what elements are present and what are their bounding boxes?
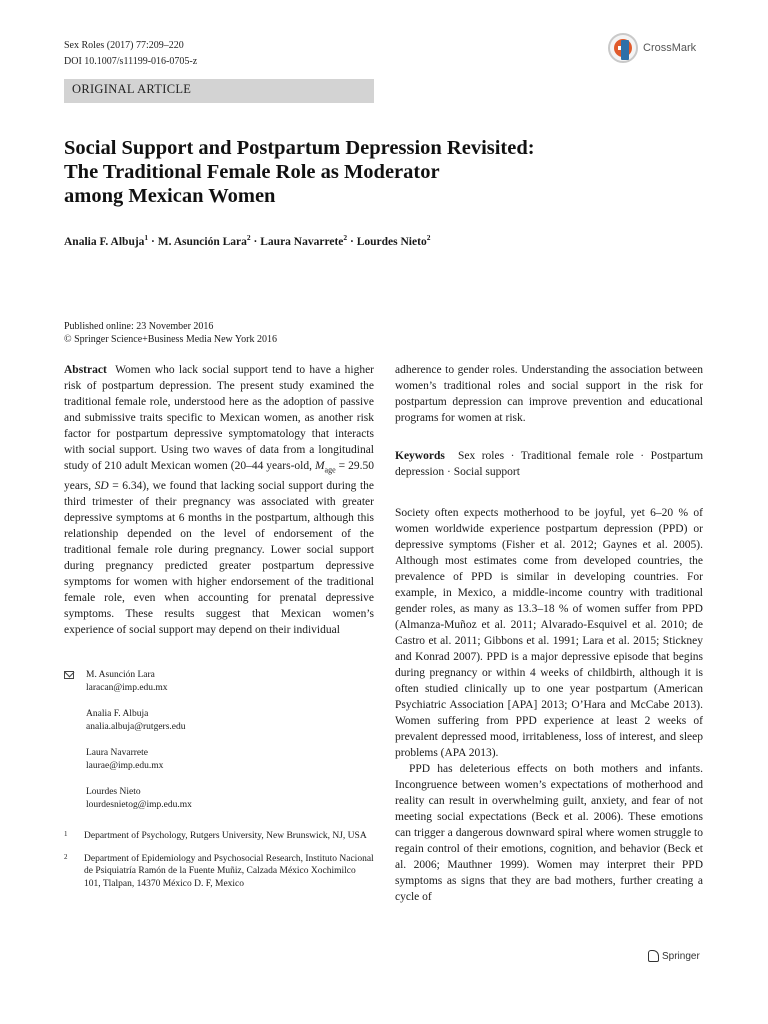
author-affiliation-ref: 1 <box>144 233 149 242</box>
keywords-text: Sex roles · Traditional female role · Postpartum depression · Social support <box>395 450 704 478</box>
crossmark-label: CrossMark <box>643 42 697 54</box>
author-affiliation-ref: 2 <box>246 233 251 242</box>
body-paragraph: Society often expects motherhood to be joyful, yet 6–20 % of women worldwide experience postpartum depression (PPD) or depressive symptoms (Fisher et al. 2012; Gaynes et al. 2005). Although most estimates come from developed countries, the prevalence of PPD is similar in developing countries. For example, in Mexico, a middle-income country with traditional gender roles, as many as 13.3–18 % of women suffer from PPD (Almanza-Muñoz et al. 2011; Alvarado-Esquivel et al. 2010; de Castro et al. 2011; Gibbons et al. 1991; Lara et al. 2015; Stickney and Konrad 2007). PPD is a major depressive episode that begins during pregnancy or within 4 weeks of childbirth, although it is often studied clinically up to one year postpartum (American Psychiatric Association [APA] 2013; O’Hara and McCabe 2013). Women suffering from PPD experience at least 2 weeks of prevalent depressed mood, irritableness, loss of interest, and sleep problems (APA 2013). <box>395 507 703 759</box>
contact-entry <box>64 747 374 773</box>
abstract-column <box>64 362 374 638</box>
abstract-text: = 29.50 years, <box>64 460 374 493</box>
author-name[interactable]: M. Asunción Lara <box>157 235 247 248</box>
author-separator: · <box>250 235 261 248</box>
affiliation-number: 2 <box>64 852 68 861</box>
affiliation-text: Department of Psychology, Rutgers University, New Brunswick, NJ, USA <box>84 831 367 841</box>
mean-age-symbol: M <box>314 460 325 472</box>
contact-entry <box>64 708 374 734</box>
keywords-label: Keywords <box>395 450 445 462</box>
abstract-text: = 6.34), we found that lacking social support during the third trimester of their pregnancy was associated with greater depressive symptoms at 6 months in the postpartum, although this relationship depended on the level of endorsement of the traditional female role during pregnancy. Lower social support during pregnancy predicted greater postpartum depressive symptoms for women with higher endorsement of the traditional female role, even when accounting for prenatal depressive symptoms. These results suggest that Mexican women’s experience of social support may depend on their individual <box>64 480 375 637</box>
contact-entry <box>64 669 374 695</box>
right-column <box>395 362 703 905</box>
springer-horse-icon <box>648 950 659 962</box>
author-separator: · <box>347 235 357 248</box>
contact-name: Lourdes Nieto <box>86 787 141 797</box>
affiliation-number: 1 <box>64 830 68 838</box>
author-name[interactable]: Analia F. Albuja <box>64 235 145 248</box>
author-name[interactable]: Laura Navarrete <box>260 235 344 248</box>
author-affiliation-ref: 2 <box>426 233 431 242</box>
article-type-banner: ORIGINAL ARTICLE <box>64 79 374 103</box>
affiliation-text: Department of Epidemiology and Psychosocial Research, Instituto Nacional de Psiquiatría Ramón de la Fuente Muñiz, Calzada México Xochimilco 101, Tlalpan, 14370 México D. F, Mexico <box>84 853 374 889</box>
contact-name: Laura Navarrete <box>86 748 148 758</box>
abstract-label: Abstract <box>64 364 107 376</box>
keywords <box>395 448 703 480</box>
article-title <box>64 136 664 208</box>
abstract <box>64 362 374 638</box>
title-line: Social Support and Postpartum Depression Revisited: <box>64 137 535 159</box>
affiliation <box>64 830 374 843</box>
publisher-name: Springer <box>662 950 700 962</box>
contact-email[interactable]: laracan@imp.edu.mx <box>86 683 168 693</box>
publisher-logo <box>648 950 700 962</box>
contact-name: M. Asunción Lara <box>86 670 155 680</box>
sd-symbol: SD <box>94 480 109 493</box>
doi[interactable]: DOI 10.1007/s11199-016-0705-z <box>64 56 198 67</box>
publication-info <box>64 320 277 346</box>
contact-email[interactable]: analia.albuja@rutgers.edu <box>86 722 186 732</box>
mean-age-subscript: age <box>324 465 336 475</box>
crossmark-icon <box>608 33 638 63</box>
title-line: The Traditional Female Role as Moderator <box>64 161 440 183</box>
mail-icon <box>64 671 74 679</box>
abstract-continuation: adherence to gender roles. Understanding the association between women’s traditional roles and social support in the risk for postpartum depression can improve prevention and educational programs for women at risk. <box>395 364 703 424</box>
copyright: © Springer Science+Business Media New York 2016 <box>64 334 277 345</box>
contact-entry <box>64 786 374 812</box>
crossmark-badge[interactable] <box>608 32 708 64</box>
abstract-text: Women who lack social support tend to have a higher risk of postpartum depression. The present study examined the traditional female role, understood here as the adoption of passive and submissive traits specific to Mexican women, as another risk factor for postpartum depressive symptomatology that interacts with social support. Using two waves of data from a longitudinal study of 210 adult Mexican women (20–44 years-old, <box>64 364 375 472</box>
author-separator: · <box>148 235 158 248</box>
contact-name: Analia F. Albuja <box>86 709 149 719</box>
journal-citation: Sex Roles (2017) 77:209–220 <box>64 40 184 51</box>
body-paragraph: PPD has deleterious effects on both mothers and infants. Incongruence between women’s expectations of motherhood and reality can result in overwhelming guilt, anxiety, and fear of not meeting social expectations (Beck et al. 2006). These emotions can trigger a dangerous downward spiral where women struggle to regain control of their emotions, cognition, and behavior (Beck et al. 2006; Mauthner 1999). Women may interpret their PPD symptoms as signs that they are bad mothers, further creating a cycle of <box>395 763 703 903</box>
author-list <box>64 233 704 248</box>
affiliation <box>64 853 374 891</box>
published-date: Published online: 23 November 2016 <box>64 321 214 332</box>
author-affiliation-ref: 2 <box>343 233 348 242</box>
author-contacts <box>64 669 374 890</box>
author-name[interactable]: Lourdes Nieto <box>356 235 427 248</box>
contact-email[interactable]: lourdesnietog@imp.edu.mx <box>86 800 192 810</box>
title-line: among Mexican Women <box>64 185 276 207</box>
contact-email[interactable]: laurae@imp.edu.mx <box>86 761 164 771</box>
